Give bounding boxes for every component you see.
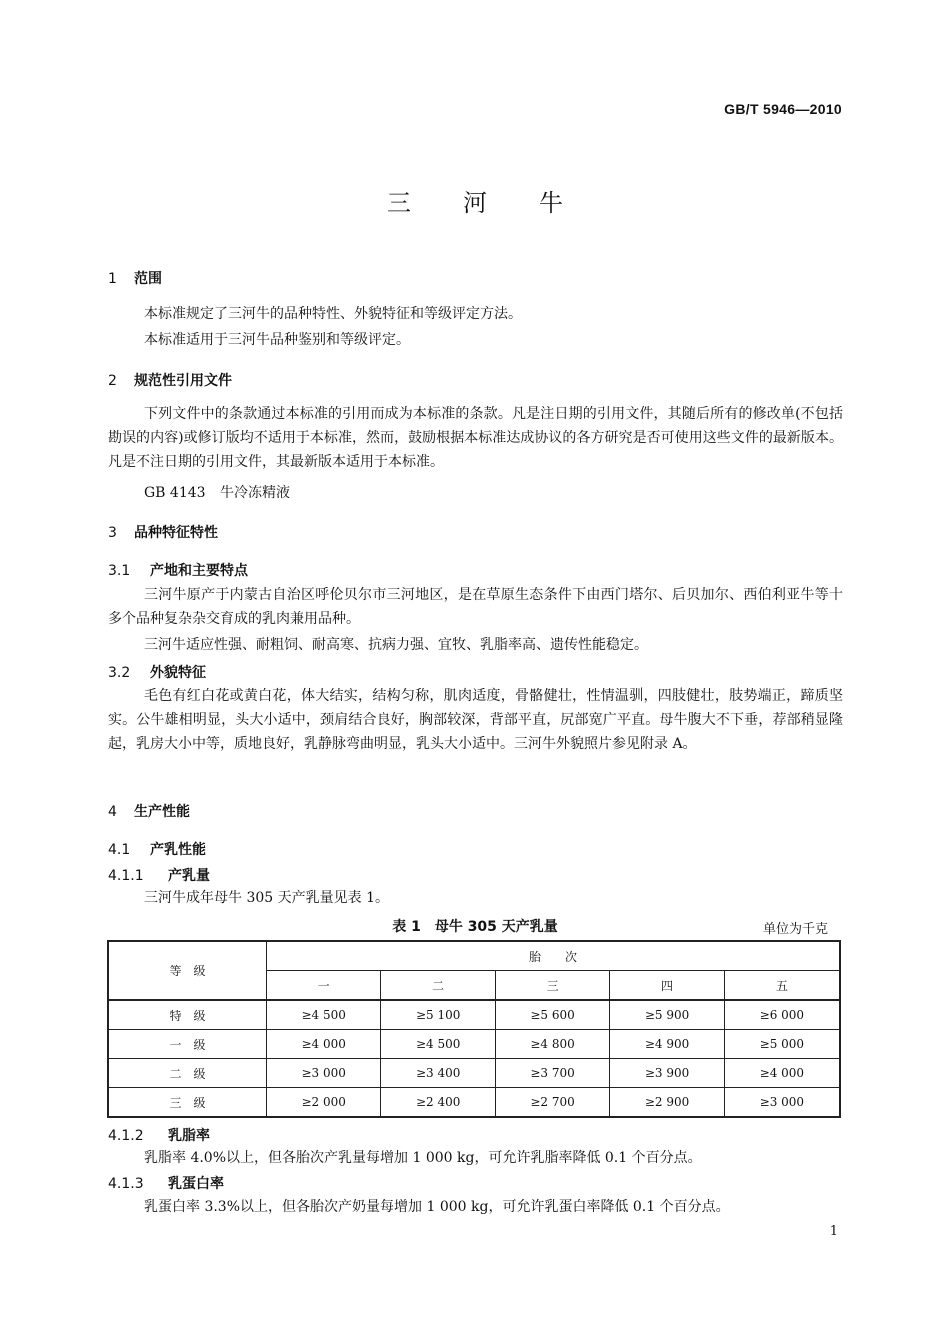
value-cell: ≥4 500: [267, 1000, 381, 1030]
section-4-1-heading: [108, 839, 206, 859]
grade-cell: 二 级: [108, 1059, 267, 1088]
parity-column-header: 一: [267, 971, 381, 1001]
standard-number: GB/T 5946—2010: [724, 101, 842, 117]
section-4-heading: [108, 801, 190, 821]
parity-column-header: 二: [381, 971, 495, 1001]
milk-yield-table: [107, 940, 841, 1118]
table-row: [108, 1030, 840, 1059]
paragraph: 三河牛成年母牛 305 天产乳量见表 1。: [144, 890, 389, 906]
table-row: [108, 1059, 840, 1088]
section-title: 外貌特征: [150, 665, 206, 681]
value-cell: ≥5 100: [381, 1000, 495, 1030]
value-cell: ≥4 000: [724, 1059, 840, 1088]
value-cell: ≥2 700: [495, 1088, 609, 1118]
value-cell: ≥2 400: [381, 1088, 495, 1118]
paragraph: 本标准适用于三河牛品种鉴别和等级评定。: [144, 332, 410, 348]
grade-header: 等 级: [108, 941, 267, 1000]
table-caption: 表 1 母牛 305 天产乳量: [392, 919, 558, 935]
paragraph: 三河牛适应性强、耐粗饲、耐高寒、抗病力强、宜牧、乳脂率高、遗传性能稳定。: [144, 637, 648, 653]
paragraph: 下列文件中的条款通过本标准的引用而成为本标准的条款。凡是注日期的引用文件，其随后所有的修改单(不包括勘误的内容)或修订版均不适用于本标准，然而，鼓励根据本标准达成协议的各方研究是否可使用这些文件的最新版本。凡是不注日期的引用文件，其最新版本适用于本标准。: [108, 406, 843, 470]
section-number: 4.1.3: [108, 1176, 144, 1192]
paragraph: 乳蛋白率 3.3%以上，但各胎次产奶量每增加 1 000 kg，可允许乳蛋白率降低 0.1 个百分点。: [144, 1199, 730, 1215]
section-4-1-2-heading: [108, 1125, 210, 1145]
value-cell: ≥3 000: [267, 1059, 381, 1088]
table-row: [108, 1000, 840, 1030]
value-cell: ≥3 400: [381, 1059, 495, 1088]
section-2-heading: [108, 370, 232, 390]
reference-code: GB 4143: [144, 485, 206, 501]
value-cell: ≥3 700: [495, 1059, 609, 1088]
section-title: 产地和主要特点: [150, 563, 248, 579]
section-number: 3.1: [108, 563, 131, 579]
parity-column-header: 五: [724, 971, 840, 1001]
section-number: 3: [108, 525, 117, 541]
value-cell: ≥3 000: [724, 1088, 840, 1118]
normative-reference: [144, 481, 290, 505]
paragraph: 乳脂率 4.0%以上，但各胎次产乳量每增加 1 000 kg，可允许乳脂率降低 0.1 个百分点。: [144, 1150, 702, 1166]
section-number: 4.1.2: [108, 1128, 144, 1144]
section-number: 1: [108, 271, 117, 287]
page-title: 三河牛: [387, 189, 615, 217]
value-cell: ≥4 000: [267, 1030, 381, 1059]
grade-cell: 一 级: [108, 1030, 267, 1059]
value-cell: ≥6 000: [724, 1000, 840, 1030]
section-number: 3.2: [108, 665, 131, 681]
table-unit: 单位为千克: [762, 922, 828, 937]
value-cell: ≥4 800: [495, 1030, 609, 1059]
value-cell: ≥5 600: [495, 1000, 609, 1030]
section-title: 品种特征特性: [134, 525, 218, 541]
section-number: 4: [108, 804, 117, 820]
parity-column-header: 四: [610, 971, 724, 1001]
value-cell: ≥5 900: [610, 1000, 724, 1030]
parity-header: 胎 次: [267, 941, 841, 971]
grade-cell: 三 级: [108, 1088, 267, 1118]
section-title: 产乳量: [168, 868, 210, 884]
section-title: 生产性能: [134, 804, 190, 820]
grade-cell: 特 级: [108, 1000, 267, 1030]
paragraph: 三河牛原产于内蒙古自治区呼伦贝尔市三河地区，是在草原生态条件下由西门塔尔、后贝加尔、西伯利亚牛等十多个品种复杂杂交育成的乳肉兼用品种。: [108, 587, 843, 627]
section-title: 乳蛋白率: [168, 1176, 224, 1192]
parity-column-header: 三: [495, 971, 609, 1001]
paragraph: 本标准规定了三河牛的品种特性、外貌特征和等级评定方法。: [144, 306, 522, 322]
section-number: 2: [108, 373, 117, 389]
table-row: [108, 1088, 840, 1118]
value-cell: ≥4 500: [381, 1030, 495, 1059]
reference-title: 牛冷冻精液: [220, 485, 290, 501]
value-cell: ≥2 900: [610, 1088, 724, 1118]
section-number: 4.1.1: [108, 868, 144, 884]
page-number: 1: [829, 1224, 838, 1239]
value-cell: ≥2 000: [267, 1088, 381, 1118]
section-3-heading: [108, 522, 218, 542]
value-cell: ≥3 900: [610, 1059, 724, 1088]
section-number: 4.1: [108, 842, 131, 858]
section-3-2-heading: [108, 662, 206, 682]
section-title: 产乳性能: [150, 842, 206, 858]
value-cell: ≥5 000: [724, 1030, 840, 1059]
section-title: 规范性引用文件: [134, 373, 232, 389]
section-4-1-3-heading: [108, 1173, 224, 1193]
section-title: 范围: [134, 271, 162, 287]
section-3-1-heading: [108, 560, 248, 580]
section-title: 乳脂率: [168, 1128, 210, 1144]
section-1-heading: [108, 268, 162, 288]
paragraph: 毛色有红白花或黄白花，体大结实，结构匀称，肌肉适度，骨骼健壮，性情温驯，四肢健壮，肢势端正，蹄质坚实。公牛雄相明显，头大小适中，颈肩结合良好，胸部较深，背部平直，尻部宽广平直。母牛腹大不下垂，荐部稍显隆起，乳房大小中等，质地良好，乳静脉弯曲明显，乳头大小适中。三河牛外貌照片参见附录 A。: [108, 688, 843, 752]
value-cell: ≥4 900: [610, 1030, 724, 1059]
section-4-1-1-heading: [108, 865, 210, 885]
